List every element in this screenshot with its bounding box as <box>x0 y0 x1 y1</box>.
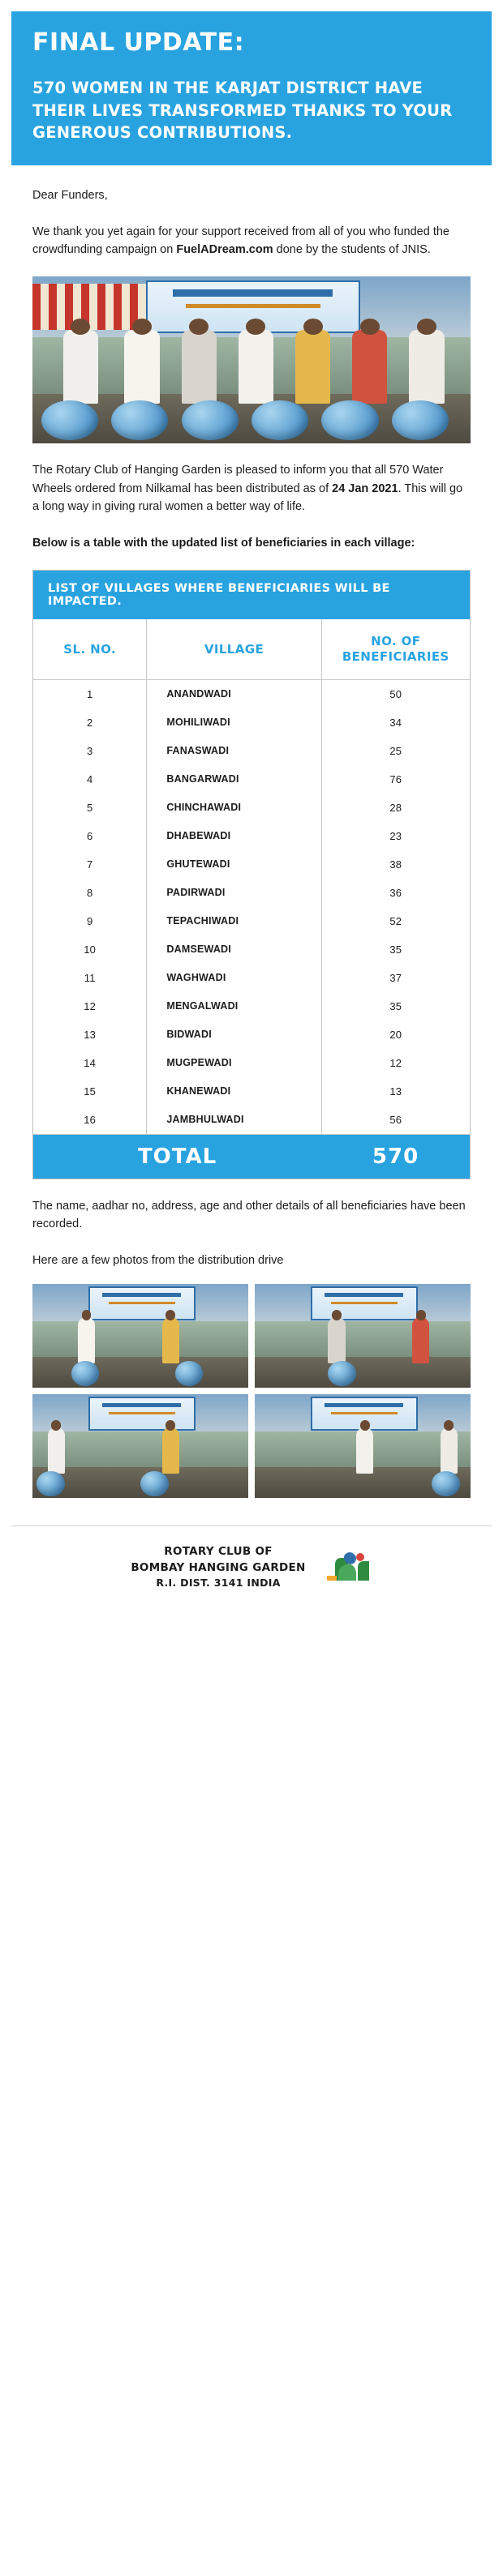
fueladream-link[interactable]: FuelADream.com <box>176 243 273 256</box>
table-row <box>33 737 470 765</box>
cell-count: 34 <box>389 716 402 729</box>
footer-club-name <box>131 1544 305 1590</box>
photo-person <box>352 330 387 404</box>
beneficiaries-table <box>32 570 471 1179</box>
photo-ground <box>32 1357 248 1388</box>
photo-water-wheel <box>175 1361 204 1386</box>
letter-body <box>11 186 492 1498</box>
paragraph-thanks-part2: done by the students of JNIS. <box>273 243 431 256</box>
photo-person <box>409 330 444 404</box>
cell-count: 23 <box>389 829 402 842</box>
cell-village: DHABEWADI <box>147 822 321 850</box>
cell-count: 76 <box>389 772 402 785</box>
cell-sl-no: 14 <box>33 1049 147 1077</box>
cell-count: 38 <box>389 858 402 871</box>
cell-village: GHUTEWADI <box>147 850 321 879</box>
hero-banner <box>11 11 492 165</box>
photo-person <box>162 1317 179 1363</box>
rotary-hanging-garden-logo-icon <box>320 1548 372 1587</box>
paragraph-distribution-part1: The Rotary Club of Hanging Garden is pleased to inform you that all 570 Water Wheels ordered from Nilkamal has been distributed as of <box>32 464 444 495</box>
photo-background <box>32 1431 248 1467</box>
hero-subtitle: 570 WOMEN IN THE KARJAT DISTRICT HAVE THEIR LIVES TRANSFORMED THANKS TO YOUR GENEROUS CONTRIBUTIONS. <box>32 79 453 143</box>
photo-background <box>255 1321 471 1357</box>
table-body <box>33 679 470 1134</box>
photo-person <box>162 1427 179 1473</box>
table-row <box>33 1021 470 1049</box>
table-intro: Below is a table with the updated list of beneficiaries in each village: <box>32 536 415 550</box>
cell-sl-no: 7 <box>33 850 147 879</box>
footer-line-3: R.I. DIST. 3141 INDIA <box>156 1577 281 1590</box>
total-label: TOTAL <box>137 1144 217 1169</box>
column-header-village: VILLAGE <box>147 619 321 679</box>
cell-count: 52 <box>389 914 402 927</box>
photo-background <box>32 1321 248 1357</box>
table-row <box>33 794 470 822</box>
photo-person <box>48 1427 65 1473</box>
cell-count: 35 <box>389 999 402 1012</box>
cell-count: 37 <box>389 971 402 984</box>
table-header-row <box>33 619 470 679</box>
paragraph-records: The name, aadhar no, address, age and other details of all beneficiaries have been recorded. <box>32 1199 466 1231</box>
photo-water-wheel <box>328 1361 356 1386</box>
cell-count: 25 <box>389 744 402 757</box>
table-row <box>33 708 470 737</box>
photo-water-wheel <box>182 400 239 440</box>
photo-person <box>328 1317 345 1363</box>
cell-count: 13 <box>389 1085 402 1098</box>
cell-sl-no: 12 <box>33 992 147 1021</box>
paragraph-photos-intro: Here are a few photos from the distribution drive <box>32 1253 284 1267</box>
table-row <box>33 850 470 879</box>
table-row <box>33 1106 470 1134</box>
cell-village: WAGHWADI <box>147 964 321 992</box>
table-row <box>33 992 470 1021</box>
cell-sl-no: 2 <box>33 708 147 737</box>
photo-person <box>295 330 330 404</box>
distribution-date: 24 Jan 2021 <box>332 481 398 495</box>
cell-sl-no: 1 <box>33 679 147 708</box>
gallery-photo <box>255 1394 471 1498</box>
cell-sl-no: 11 <box>33 964 147 992</box>
cell-sl-no: 16 <box>33 1106 147 1134</box>
distribution-photo-main <box>32 276 471 443</box>
column-header-sl-no: SL. NO. <box>33 619 147 679</box>
photo-person <box>78 1317 95 1363</box>
table-caption: LIST OF VILLAGES WHERE BENEFICIARIES WILL BE IMPACTED. <box>33 571 470 619</box>
cell-count: 35 <box>389 943 402 956</box>
table-row <box>33 907 470 935</box>
cell-village: MUGPEWADI <box>147 1049 321 1077</box>
cell-village: JAMBHULWADI <box>147 1106 321 1134</box>
table-total-row <box>33 1134 470 1179</box>
table-row <box>33 879 470 907</box>
cell-count: 56 <box>389 1113 402 1126</box>
cell-village: BIDWADI <box>147 1021 321 1049</box>
paragraph-thanks <box>32 223 471 259</box>
cell-sl-no: 9 <box>33 907 147 935</box>
cell-sl-no: 6 <box>33 822 147 850</box>
photo-ground <box>255 1357 471 1388</box>
photo-person <box>441 1427 458 1473</box>
cell-sl-no: 3 <box>33 737 147 765</box>
gallery-photo <box>255 1284 471 1388</box>
cell-sl-no: 10 <box>33 935 147 964</box>
photo-event-banner <box>311 1286 418 1320</box>
cell-sl-no: 13 <box>33 1021 147 1049</box>
photo-event-banner <box>88 1286 196 1320</box>
cell-village: CHINCHAWADI <box>147 794 321 822</box>
table-row <box>33 679 470 708</box>
cell-sl-no: 4 <box>33 765 147 794</box>
cell-sl-no: 15 <box>33 1077 147 1106</box>
cell-village: MENGALWADI <box>147 992 321 1021</box>
footer-line-1: ROTARY CLUB OF <box>164 1545 273 1559</box>
cell-village: ANANDWADI <box>147 679 321 708</box>
table-row <box>33 822 470 850</box>
cell-village: PADIRWADI <box>147 879 321 907</box>
cell-village: KHANEWADI <box>147 1077 321 1106</box>
gallery-photo <box>32 1394 248 1498</box>
photo-person <box>239 330 273 404</box>
page-title: FINAL UPDATE: <box>32 28 245 57</box>
table-row <box>33 1077 470 1106</box>
cell-village: BANGARWADI <box>147 765 321 794</box>
cell-village: TEPACHIWADI <box>147 907 321 935</box>
photo-water-wheel <box>37 1471 65 1496</box>
photo-person <box>356 1427 373 1473</box>
footer <box>11 1525 492 1610</box>
cell-sl-no: 8 <box>33 879 147 907</box>
table-row <box>33 1049 470 1077</box>
table-row <box>33 935 470 964</box>
cell-village: MOHILIWADI <box>147 708 321 737</box>
photo-water-wheel <box>71 1361 100 1386</box>
salutation: Dear Funders, <box>32 189 108 203</box>
cell-count: 28 <box>389 801 402 814</box>
footer-line-2: BOMBAY HANGING GARDEN <box>131 1560 306 1574</box>
photo-gallery <box>32 1284 471 1498</box>
photo-person <box>124 330 159 404</box>
column-header-beneficiaries: NO. OF BENEFICIARIES <box>321 619 470 679</box>
cell-count: 50 <box>389 687 402 700</box>
table-row <box>33 964 470 992</box>
cell-count: 36 <box>389 886 402 899</box>
cell-sl-no: 5 <box>33 794 147 822</box>
cell-count: 20 <box>389 1028 402 1041</box>
table-row <box>33 765 470 794</box>
photo-person <box>412 1317 429 1363</box>
gallery-photo <box>32 1284 248 1388</box>
cell-village: DAMSEWADI <box>147 935 321 964</box>
cell-count: 12 <box>389 1056 402 1069</box>
paragraph-thanks-part1: We thank you yet again for your support received from all of you who funded the crowdfunding campaign on <box>32 225 449 256</box>
photo-water-wheel <box>140 1471 169 1496</box>
photo-water-wheel <box>392 400 449 440</box>
photo-person <box>182 330 217 404</box>
paragraph-distribution-part2: . This will go a long way in giving rural women a better way of life. <box>32 481 463 514</box>
cell-village: FANASWADI <box>147 737 321 765</box>
photo-water-wheel <box>321 400 378 440</box>
total-value: 570 <box>372 1144 419 1169</box>
photo-event-banner <box>88 1397 196 1431</box>
paragraph-distribution <box>32 461 471 516</box>
photo-person <box>63 330 98 404</box>
photo-water-wheel <box>41 400 98 440</box>
photo-water-wheel <box>432 1471 460 1496</box>
